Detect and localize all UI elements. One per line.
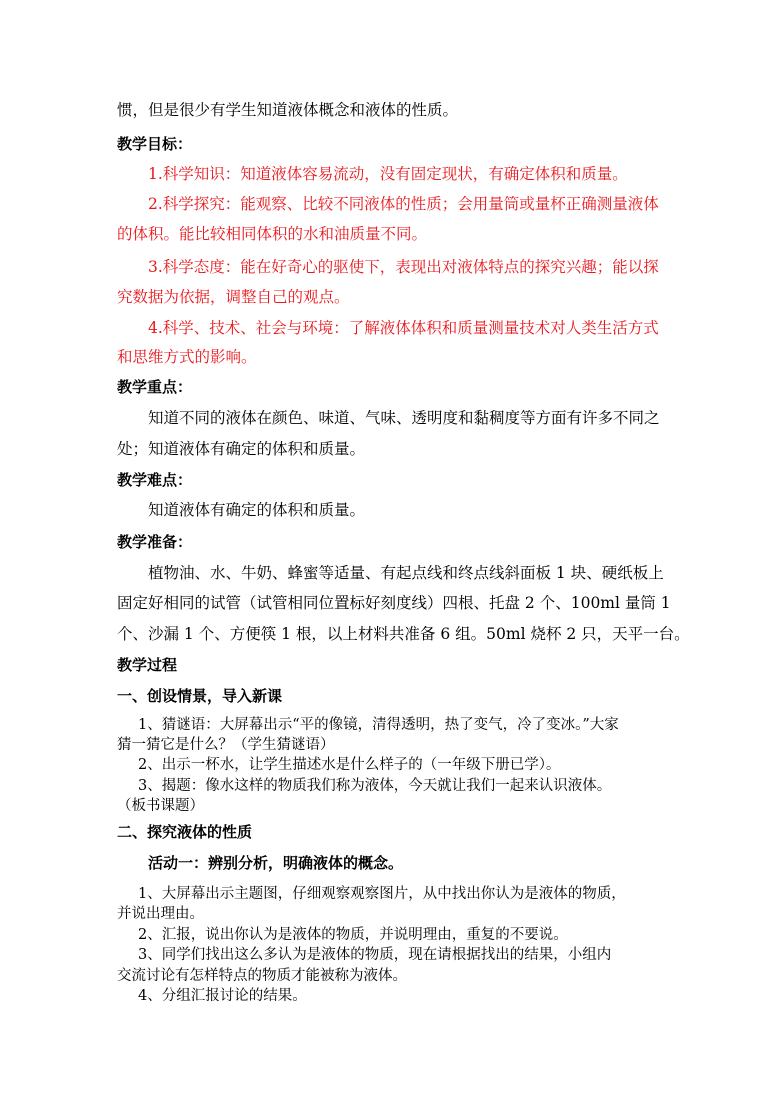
section-1-step-1-line-1: 1、猜谜语：大屏幕出示“平的像镜，清得透明，热了变气，冷了变冰。”大家: [138, 717, 619, 733]
preparation-heading: 教学准备：: [117, 533, 193, 551]
difficulties-heading: 教学难点：: [117, 471, 193, 489]
activity-1-step-4: 4、分组汇报讨论的结果。: [138, 988, 307, 1004]
objective-3-line-1: 3.科学态度：能在好奇心的驱使下，表现出对液体特点的探究兴趣；能以探: [148, 258, 659, 276]
key-points-line-2: 处；知道液体有确定的体积和质量。: [117, 440, 366, 458]
activity-1-step-1-line-1: 1、大屏幕出示主题图，仔细观察观察图片，从中找出你认为是液体的物质，: [138, 886, 626, 902]
preparation-line-1: 植物油、水、牛奶、蜂蜜等适量、有起点线和终点线斜面板 1 块、硬纸板上: [148, 564, 664, 582]
section-1-step-3-line-1: 3、揭题：像水这样的物质我们称为液体，今天就让我们一起来认识液体。: [138, 778, 612, 794]
objective-1: 1.科学知识：知道液体容易流动，没有固定现状，有确定体积和质量。: [148, 165, 628, 183]
objective-2-line-2: 的体积。能比较相同体积的水和油质量不同。: [117, 225, 428, 243]
key-points-heading: 教学重点：: [117, 378, 193, 396]
difficulties-line-1: 知道液体有确定的体积和质量。: [148, 501, 366, 519]
section-2-heading: 二、探究液体的性质: [117, 823, 253, 841]
objective-2-line-1: 2.科学探究：能观察、比较不同液体的性质；会用量筒或量杯正确测量液体: [148, 195, 659, 213]
activity-1-step-3-line-2: 交流讨论有怎样特点的物质才能被称为液体。: [117, 968, 407, 984]
objective-4-line-1: 4.科学、技术、社会与环境：了解液体体积和质量测量技术对人类生活方式: [148, 319, 659, 337]
process-heading: 教学过程: [117, 656, 178, 674]
section-1-step-3-line-2: （板书课题）: [117, 798, 204, 814]
preparation-line-2: 固定好相同的试管（试管相同位置标好刻度线）四根、托盘 2 个、100ml 量筒 1: [117, 594, 671, 612]
preparation-line-3: 个、沙漏 1 个、方便筷 1 根，以上材料共准备 6 组。50ml 烧杯 2 只，天平一台。: [117, 625, 690, 643]
objective-3-line-2: 究数据为依据，调整自己的观点。: [117, 288, 350, 306]
activity-1-heading: 活动一：辨别分析，明确液体的概念。: [148, 854, 404, 872]
objectives-heading: 教学目标：: [117, 135, 193, 153]
objective-4-line-2: 和思维方式的影响。: [117, 348, 257, 366]
section-1-heading: 一、创设情景，导入新课: [117, 687, 283, 705]
intro-tail-line: 惯，但是很少有学生知道液体概念和液体的性质。: [117, 101, 459, 119]
activity-1-step-1-line-2: 并说出理由。: [117, 906, 204, 922]
section-1-step-1-line-2: 猜一猜它是什么？（学生猜谜语）: [117, 737, 335, 753]
activity-1-step-2: 2、汇报，说出你认为是液体的物质，并说明理由，重复的不要说。: [138, 927, 568, 943]
key-points-line-1: 知道不同的液体在颜色、味道、气味、透明度和黏稠度等方面有许多不同之: [148, 409, 660, 427]
section-1-step-2: 2、出示一杯水，让学生描述水是什么样子的（一年级下册已学）。: [138, 757, 561, 773]
activity-1-step-3-line-1: 3、同学们找出这么多认为是液体的物质，现在请根据找出的结果，小组内: [138, 947, 612, 963]
